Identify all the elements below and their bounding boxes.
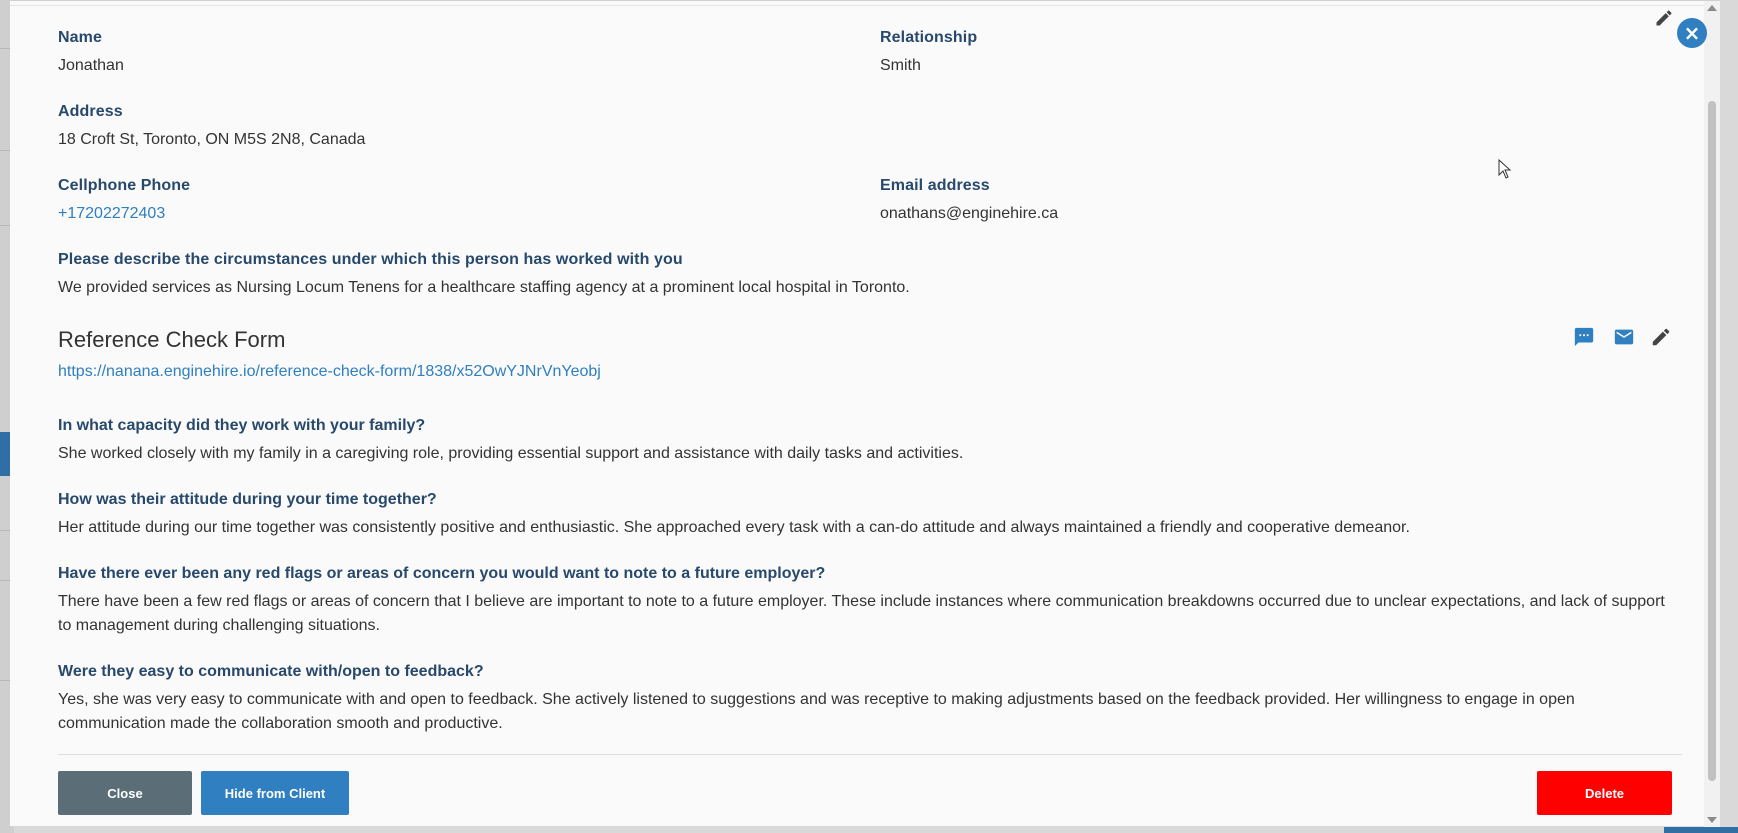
delete-button[interactable]: Delete	[1537, 771, 1672, 815]
question-label: Have there ever been any red flags or areas of concern you would want to note to a future employer?	[58, 565, 826, 582]
modal-scrollbar[interactable]	[1704, 1, 1720, 827]
sms-message-icon[interactable]	[1573, 326, 1595, 348]
scroll-thumb[interactable]	[1708, 101, 1716, 781]
background-button	[1664, 827, 1738, 833]
email-label: Email address	[880, 177, 990, 194]
close-button[interactable]: Close	[58, 771, 192, 815]
edit-contact-pencil-icon[interactable]	[1654, 8, 1674, 28]
mouse-cursor-icon	[1498, 159, 1512, 179]
email-envelope-icon[interactable]	[1613, 326, 1635, 348]
hide-from-client-button[interactable]: Hide from Client	[201, 771, 349, 815]
phone-link[interactable]: +17202272403	[58, 205, 166, 222]
background-button	[0, 432, 10, 476]
footer-divider	[58, 754, 1682, 755]
answer-text: She worked closely with my family in a caregiving role, providing essential support and assistance with daily tasks and activities.	[58, 445, 964, 462]
edit-form-pencil-icon[interactable]	[1650, 326, 1672, 348]
question-label: Were they easy to communicate with/open to feedback?	[58, 663, 484, 680]
question-label: In what capacity did they work with your family?	[58, 417, 426, 434]
phone-label: Cellphone Phone	[58, 177, 191, 194]
answer-text: Her attitude during our time together was consistently positive and enthusiastic. She approached every task with a can-do attitude and always maintained a friendly and cooperative demeanor.	[58, 519, 1410, 536]
email-value: onathans@enginehire.ca	[880, 205, 1059, 222]
reference-form-title: Reference Check Form	[58, 327, 286, 352]
scroll-down-arrow-icon[interactable]	[1707, 817, 1717, 823]
reference-modal	[10, 0, 1720, 826]
question-label: How was their attitude during your time together?	[58, 491, 437, 508]
answer-text: There have been a few red flags or areas of concern that I believe are important to note to a future employer. These include instances where communication breakdowns occurred due to unclear expectations, and lack of support to management during challenging situations.	[58, 593, 1665, 634]
relationship-label: Relationship	[880, 29, 978, 46]
circumstances-label: Please describe the circumstances under which this person has worked with you	[58, 251, 683, 268]
reference-form-link[interactable]: https://nanana.enginehire.io/reference-check-form/1838/x52OwYJNrVnYeobj	[58, 363, 601, 380]
circumstances-value: We provided services as Nursing Locum Tenens for a healthcare staffing agency at a prominent local hospital in Toronto.	[58, 279, 910, 296]
scroll-up-arrow-icon[interactable]	[1707, 5, 1717, 11]
address-value: 18 Croft St, Toronto, ON M5S 2N8, Canada	[58, 131, 366, 148]
answer-text: Yes, she was very easy to communicate with and open to feedback. She actively listened to suggestions and was receptive to making adjustments based on the feedback provided. Her willingness to engage in open communication made the collaboration smooth and productive.	[58, 691, 1575, 732]
close-modal-icon[interactable]: ×	[1677, 18, 1707, 48]
relationship-value: Smith	[880, 57, 921, 74]
name-label: Name	[58, 29, 102, 46]
name-value: Jonathan	[58, 57, 124, 74]
address-label: Address	[58, 103, 123, 120]
modal-top-divider	[10, 5, 1720, 6]
